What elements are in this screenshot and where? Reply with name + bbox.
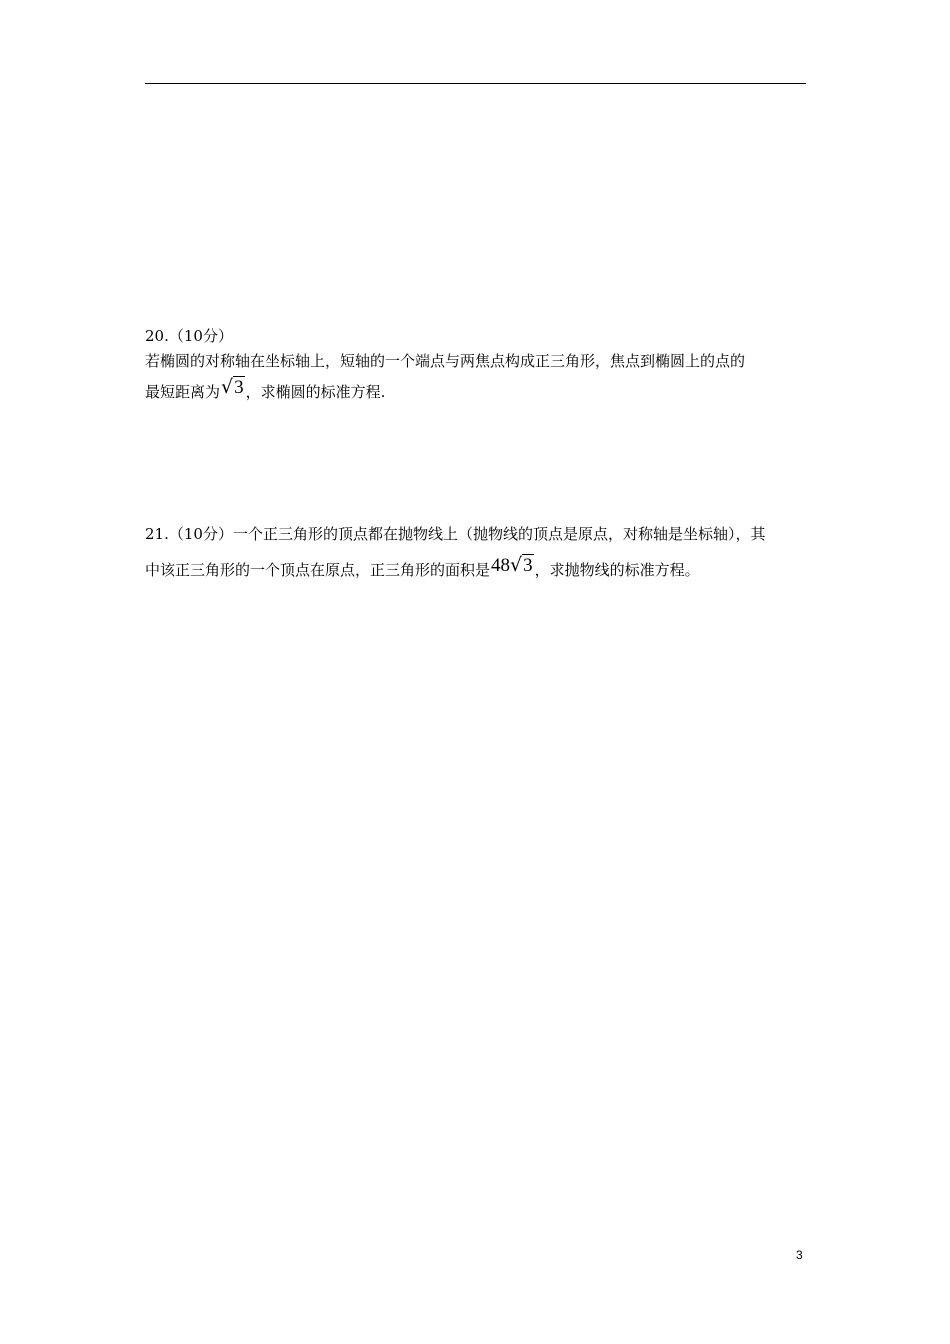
problem-20-line-2-before: 最短距离为 (145, 383, 221, 401)
sqrt-symbol: √ (510, 554, 523, 576)
sqrt-symbol: √ (221, 376, 234, 398)
page-number: 3 (796, 1248, 803, 1262)
problem-21-line-2-before: 中该正三角形的一个顶点在原点，正三角形的面积是 (145, 561, 491, 579)
problem-20-line-1-text: 若椭圆的对称轴在坐标轴上，短轴的一个端点与两焦点构成正三角形，焦点到椭圆上的点的 (145, 352, 746, 370)
problem-20-line-2 (145, 376, 807, 403)
problem-21-line-2-after: ，求抛物线的标准方程。 (534, 561, 700, 579)
problem-20-line-2-after: ，求椭圆的标准方程. (245, 383, 386, 401)
header-rule (145, 83, 806, 84)
problem-21-line-2 (145, 554, 807, 581)
area-expression (491, 554, 534, 577)
problem-20-heading (145, 325, 807, 347)
sqrt-expression (221, 376, 245, 399)
problem-21-line-1-text: 21.（10分）一个正三角形的顶点都在抛物线上（抛物线的顶点是原点，对称轴是坐标轴），其 (145, 525, 766, 543)
sqrt-radicand: 3 (523, 555, 533, 576)
problem-20-line-1 (145, 350, 807, 372)
problem-20-heading-text: 20.（10分） (145, 327, 233, 345)
problem-21-line-1 (145, 523, 807, 545)
area-coefficient: 48 (491, 555, 511, 576)
sqrt-radicand: 3 (234, 377, 244, 398)
